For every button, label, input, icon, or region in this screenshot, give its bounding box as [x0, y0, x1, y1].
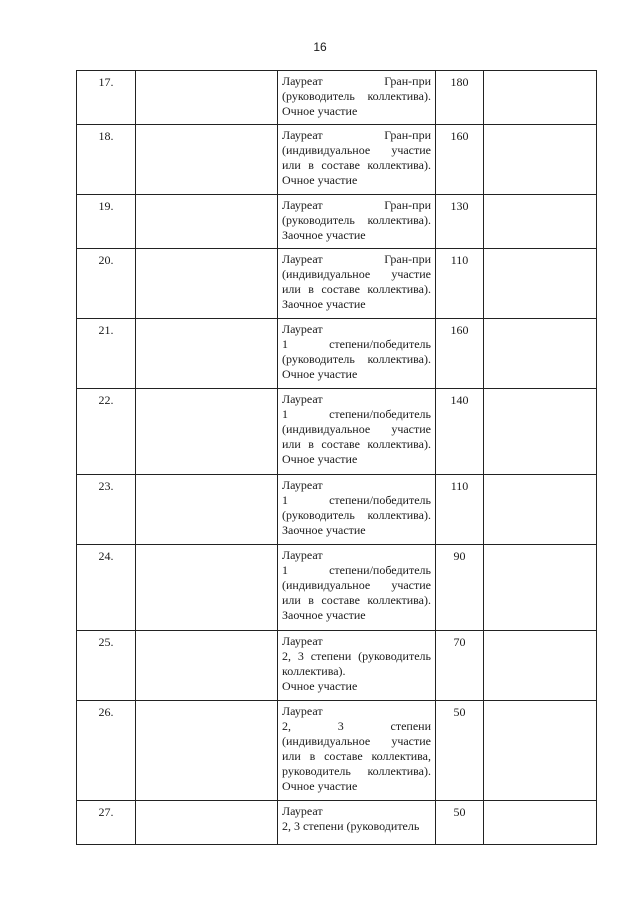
word: участие: [391, 267, 431, 281]
description-line: Заочное участие: [282, 228, 366, 242]
empty-cell: [136, 319, 278, 389]
empty-cell: [136, 389, 278, 475]
description-line: [282, 437, 431, 452]
word: или: [282, 593, 301, 607]
description-line: [282, 563, 431, 578]
award-description: [278, 801, 436, 845]
description-line: Очное участие: [282, 779, 358, 793]
word: (индивидуальное: [282, 267, 371, 281]
description-line: Очное участие: [282, 173, 358, 187]
word: Лауреат: [282, 128, 323, 142]
empty-cell: [484, 631, 597, 701]
word: в: [308, 282, 314, 296]
word: степени: [310, 649, 352, 663]
award-description: [278, 125, 436, 195]
row-number: 26.: [77, 701, 136, 801]
empty-cell: [484, 319, 597, 389]
description-line: [282, 337, 431, 352]
description-line: Очное участие: [282, 367, 358, 381]
table-row: [77, 389, 597, 475]
description-line: [282, 764, 431, 779]
description-line: [282, 734, 431, 749]
table-row: [77, 631, 597, 701]
word: Лауреат: [282, 198, 323, 212]
word: составе: [321, 282, 360, 296]
table-row: [77, 319, 597, 389]
word: 1: [282, 407, 288, 421]
row-number: 24.: [77, 545, 136, 631]
word: коллектива,: [371, 749, 431, 763]
word: 3: [337, 719, 344, 733]
word: Лауреат: [282, 74, 323, 88]
word: 2,: [282, 719, 291, 733]
row-number: 22.: [77, 389, 136, 475]
description-line: Очное участие: [282, 679, 358, 693]
word: или: [282, 282, 301, 296]
description-line: [282, 649, 431, 664]
word: 1: [282, 493, 288, 507]
word: (руководитель: [282, 213, 355, 227]
word: коллектива).: [367, 282, 431, 296]
empty-cell: [136, 475, 278, 545]
empty-cell: [484, 389, 597, 475]
description-line: Заочное участие: [282, 297, 366, 311]
description-line: [282, 493, 431, 508]
description-line: 2, 3 степени (руководитель: [282, 819, 420, 833]
word: степени: [390, 719, 431, 733]
table-row: [77, 125, 597, 195]
empty-cell: [484, 71, 597, 125]
award-description: [278, 71, 436, 125]
award-description: [278, 701, 436, 801]
points-value: 140: [436, 389, 484, 475]
word: Гран-при: [384, 198, 431, 212]
word: в: [308, 158, 314, 172]
word: участие: [391, 422, 431, 436]
row-number: 20.: [77, 249, 136, 319]
word: участие: [391, 734, 431, 748]
word: составе: [321, 158, 360, 172]
description-line: коллектива).: [282, 664, 346, 678]
empty-cell: [136, 125, 278, 195]
word: степени/победитель: [329, 493, 431, 507]
description-line: Лауреат: [282, 478, 323, 492]
word: (индивидуальное: [282, 734, 371, 748]
points-value: 70: [436, 631, 484, 701]
word: коллектива).: [367, 437, 431, 451]
points-value: 50: [436, 701, 484, 801]
word: степени/победитель: [329, 407, 431, 421]
empty-cell: [484, 195, 597, 249]
description-line: Очное участие: [282, 452, 358, 466]
word: (руководитель: [358, 649, 431, 663]
description-line: [282, 252, 431, 267]
word: руководитель: [282, 764, 351, 778]
word: (руководитель: [282, 352, 355, 366]
word: в: [309, 749, 316, 763]
row-number: 23.: [77, 475, 136, 545]
word: составе: [321, 437, 360, 451]
description-line: Лауреат: [282, 322, 323, 336]
word: коллектива).: [367, 213, 431, 227]
word: коллектива).: [367, 158, 431, 172]
word: Гран-при: [384, 252, 431, 266]
word: коллектива).: [367, 764, 431, 778]
word: (руководитель: [282, 508, 355, 522]
empty-cell: [136, 71, 278, 125]
word: 2,: [282, 649, 291, 663]
award-description: [278, 475, 436, 545]
description-line: [282, 749, 431, 764]
award-description: [278, 195, 436, 249]
word: участие: [391, 578, 431, 592]
empty-cell: [136, 631, 278, 701]
word: коллектива).: [367, 593, 431, 607]
word: коллектива).: [367, 89, 431, 103]
description-line: Заочное участие: [282, 523, 366, 537]
word: в: [308, 593, 314, 607]
word: степени/победитель: [329, 337, 431, 351]
description-line: [282, 508, 431, 523]
page-number: 16: [313, 40, 327, 54]
points-value: 90: [436, 545, 484, 631]
empty-cell: [484, 125, 597, 195]
points-value: 180: [436, 71, 484, 125]
table-row: [77, 195, 597, 249]
description-line: [282, 422, 431, 437]
description-line: Лауреат: [282, 634, 323, 648]
description-line: Лауреат: [282, 704, 323, 718]
points-value: 110: [436, 249, 484, 319]
word: или: [282, 749, 301, 763]
award-description: [278, 545, 436, 631]
empty-cell: [484, 701, 597, 801]
points-value: 160: [436, 125, 484, 195]
description-line: Лауреат: [282, 548, 323, 562]
row-number: 19.: [77, 195, 136, 249]
description-line: [282, 128, 431, 143]
description-line: [282, 143, 431, 158]
points-value: 130: [436, 195, 484, 249]
points-value: 160: [436, 319, 484, 389]
word: составе: [324, 749, 363, 763]
description-line: [282, 89, 431, 104]
word: (руководитель: [282, 89, 355, 103]
description-line: Очное участие: [282, 104, 358, 118]
description-line: [282, 578, 431, 593]
empty-cell: [136, 249, 278, 319]
points-value: 110: [436, 475, 484, 545]
table-row: [77, 545, 597, 631]
word: Гран-при: [384, 74, 431, 88]
table-row: [77, 475, 597, 545]
empty-cell: [136, 701, 278, 801]
row-number: 27.: [77, 801, 136, 845]
table-row: [77, 701, 597, 801]
empty-cell: [484, 475, 597, 545]
word: (индивидуальное: [282, 143, 371, 157]
description-line: [282, 719, 431, 734]
award-description: [278, 389, 436, 475]
word: составе: [321, 593, 360, 607]
empty-cell: [484, 801, 597, 845]
table-row: [77, 249, 597, 319]
empty-cell: [484, 249, 597, 319]
description-line: [282, 74, 431, 89]
word: или: [282, 437, 301, 451]
word: Гран-при: [384, 128, 431, 142]
row-number: 25.: [77, 631, 136, 701]
awards-table-body: [77, 71, 597, 845]
description-line: Лауреат: [282, 804, 323, 818]
description-line: [282, 593, 431, 608]
points-value: 50: [436, 801, 484, 845]
empty-cell: [136, 545, 278, 631]
word: коллектива).: [367, 508, 431, 522]
award-description: [278, 319, 436, 389]
awards-table: [76, 70, 597, 845]
row-number: 21.: [77, 319, 136, 389]
description-line: [282, 352, 431, 367]
word: Лауреат: [282, 252, 323, 266]
word: участие: [391, 143, 431, 157]
word: в: [308, 437, 314, 451]
description-line: Лауреат: [282, 392, 323, 406]
description-line: [282, 198, 431, 213]
empty-cell: [484, 545, 597, 631]
table-row: [77, 801, 597, 845]
row-number: 17.: [77, 71, 136, 125]
award-description: [278, 631, 436, 701]
word: коллектива).: [367, 352, 431, 366]
award-description: [278, 249, 436, 319]
empty-cell: [136, 195, 278, 249]
description-line: [282, 407, 431, 422]
description-line: [282, 267, 431, 282]
description-line: [282, 213, 431, 228]
description-line: Заочное участие: [282, 608, 366, 622]
word: или: [282, 158, 301, 172]
word: степени/победитель: [329, 563, 431, 577]
word: 1: [282, 337, 288, 351]
description-line: [282, 282, 431, 297]
word: 1: [282, 563, 288, 577]
description-line: [282, 158, 431, 173]
row-number: 18.: [77, 125, 136, 195]
word: 3: [297, 649, 304, 663]
word: (индивидуальное: [282, 422, 371, 436]
empty-cell: [136, 801, 278, 845]
table-row: [77, 71, 597, 125]
word: (индивидуальное: [282, 578, 371, 592]
